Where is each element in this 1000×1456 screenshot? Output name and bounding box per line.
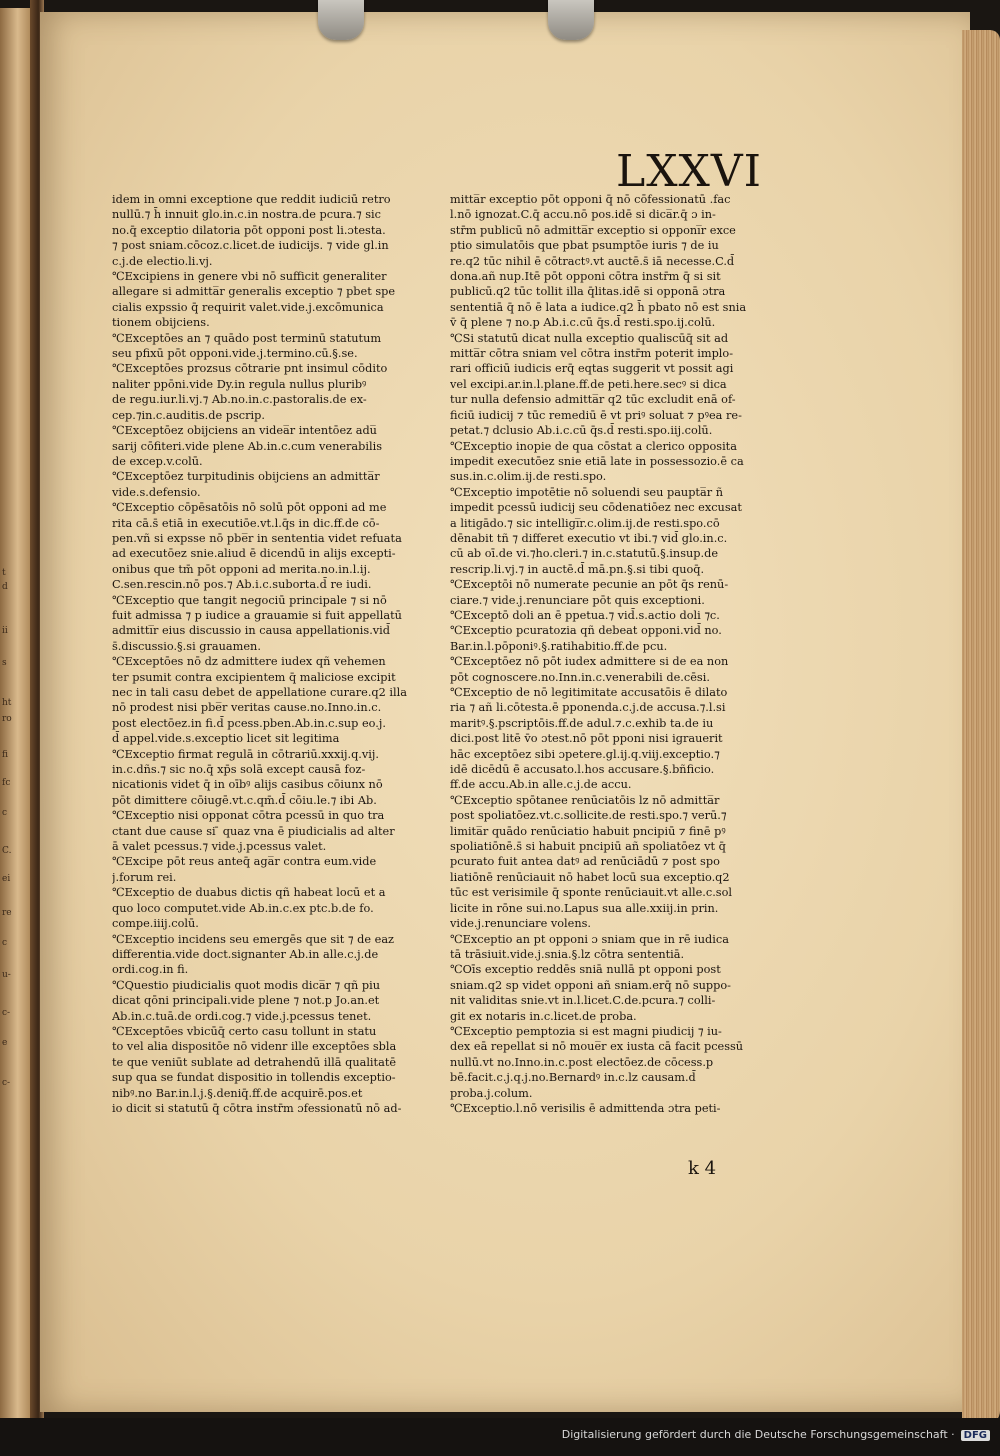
left-page-fragment: u-: [2, 970, 11, 980]
text-line: ℃Exceptio incidens seu emergēs que sit ⁊ de eaz: [112, 932, 395, 946]
text-line: sarij cōfiteri.vide plene Ab.in.c.cum venerabilis: [112, 439, 383, 453]
text-line: limita̅r quādo renūciatio habuit pncipiū ⁊ finē pꝰ: [450, 824, 726, 838]
text-line: ℃Exceptō doli an ē ppetua.⁊ vid̄.s.actio doli ⁊c.: [450, 608, 720, 622]
text-line: sniam.q2 sp videt opponi añ sniam.erq̄ nō suppo-: [450, 978, 731, 992]
text-line: idē dicēdū ē̄ accusato.l.hos accusare.§.bñficio.: [450, 763, 715, 777]
text-line: git ex notaris in.c.licet.de proba.: [450, 1009, 637, 1023]
text-line: mitta̅r cōtra sniam vel cōtra instr̄m poterit implo-: [450, 347, 734, 361]
text-line: Ab.in.c.tuā.de ordi.cog.⁊ vide.j.pcessus tenet.: [112, 1009, 372, 1023]
left-page-fragment: ii: [2, 626, 8, 636]
text-line: ℃Exceptio spōtanee renūciatōis lz nō admitta̅r: [450, 793, 720, 807]
text-line: l.nō ignozat.C.q̄ accu.nō pos.idē si dica̅r.q̄ ɔ in-: [450, 208, 716, 222]
text-line: ℃Exceptōes nō dz admittere iudex qñ vehemen: [112, 655, 386, 669]
text-line: j.forum rei.: [112, 870, 177, 884]
text-line: dona.añ nup.Itē pōt opponi cōtra instr̄m q̄ si sit: [450, 270, 721, 284]
text-line: ff.de accu.Ab.in alle.c.j.de accu.: [450, 778, 632, 792]
text-line: idem in omni exceptione que reddit iudiciū retro: [112, 193, 391, 206]
text-line: dici.post litē v̄o ɔtest.nō pōt pponi nisi igrauerit: [450, 732, 723, 746]
text-line: ℃Exceptio an pt opponi ɔ sniam que in rē iudica: [450, 932, 729, 946]
left-page-fragment: C.: [2, 846, 12, 856]
text-line: v̄ q̄ plene ⁊ no.p Ab.i.c.cū q̄s.d̄ resti.spo.ij.colū.: [450, 316, 716, 330]
left-page-fragment: ro: [2, 714, 12, 724]
text-line: ℃Exceptio cōpēsatōis nō solū pōt opponi ad me: [112, 501, 387, 515]
text-line: post electōez.in fi.d̄ pcess.pben.Ab.in.c.sup eo.j.: [112, 716, 386, 730]
text-line: ℃Exceptōez turpitudinis obijciens an admitta̅r: [112, 470, 380, 484]
text-line: ℃Exceptōes vbicūq̄ certo casu tollunt in statu: [112, 1024, 377, 1038]
text-line: seu pfixū pōt opponi.vide.j.termino.cū.§.se.: [112, 347, 358, 361]
text-line: quo loco computet.vide Ab.in.c.ex ptc.b.de fo.: [112, 901, 374, 915]
text-line: vide.j.renunciare volens.: [450, 917, 592, 931]
text-line: ctant due cause si ̄ quaz vna ē piudicialis ad alter: [112, 824, 395, 838]
text-line: post spoliatōez.vt.c.sollicite.de resti.spo.⁊ verū.⁊: [450, 809, 727, 823]
text-line: publicū.q2 tūc tollit illa q̄litas.idē si opponā ɔtra: [450, 285, 726, 299]
text-line: admitti̅r eius discussio in causa appellationis.vid̄: [112, 624, 391, 638]
text-line: nō prodest nisi pbe̅r veritas cause.no.Inno.in.c.: [112, 701, 382, 715]
text-line: ℃Exceptio inopie de qua cōstat a clerico opposita: [450, 439, 737, 453]
text-line: ā valet pcessus.⁊ vide.j.pcessus valet.: [112, 840, 327, 854]
text-line: pen.vñ si expsse nō pbe̅r in sententia videt refuata: [112, 531, 402, 545]
text-line: rita cā.s̄ etiā in executiōe.vt.l.q̄s in dic.ff.de cō-: [112, 516, 380, 530]
text-line: pcurato fuit antea datꝰ ad renūciādū ⁊ post spo: [450, 855, 720, 869]
text-line: cū ab oī.de vi.⁊ho.cleri.⁊ in.c.statutū.§.insup.de: [450, 547, 719, 561]
text-line: nibꝰ.no Bar.in.l.j.§.deniq̄.ff.de acquirē.pos.et: [112, 1086, 363, 1100]
signature-mark: k 4: [688, 1158, 717, 1179]
text-line: pōt dimittere cōiugē.vt.c.qm̄.d̄ cōiu.le.⁊ ibi Ab.: [112, 793, 377, 807]
text-line: nullū.vt no.Inno.in.c.post electōez.de cōcess.p: [450, 1055, 714, 1069]
text-line: ℃Exceptio pcuratozia qñ debeat opponi.vid̄ no.: [450, 624, 722, 638]
text-line: ter psumit contra excipientem q̄ maliciose excipit: [112, 670, 396, 684]
text-line: licite in rōne sui.no.Lapus sua alle.xxiij.in prin.: [450, 901, 719, 915]
text-line: de regu.iur.li.vj.⁊ Ab.no.in.c.pastoralis.de ex-: [112, 393, 367, 407]
text-line: onibus que tm̄ pōt opponi ad merita.no.in.l.ij.: [112, 562, 371, 576]
text-line: petat.⁊ dclusio Ab.i.c.cū q̄s.d̄ resti.spo.iij.colū.: [450, 424, 713, 438]
text-line: ℃Exceptio que tangit negociū principale ⁊ si nō: [112, 593, 387, 607]
text-line: in.c.dñs.⁊ sic no.q̄ xp̄s solā except causā foz-: [112, 763, 366, 777]
text-line: ℃Questio piudicialis quot modis dica̅r ⁊ qñ piu: [112, 978, 380, 992]
text-column-right: [450, 192, 762, 1116]
text-line: ℃Exceptio de duabus dictis qñ habeat locū et a: [112, 886, 386, 900]
left-page-fragment: ei: [2, 874, 11, 884]
text-line: ℃Si statutū dicat nulla exceptio qualiscūq̄ sit ad: [450, 331, 729, 345]
text-line: sup qua se fundat dispositio in tollendis exceptio-: [112, 1071, 396, 1085]
text-line: ℃Exceptio pemptozia si est magni piudicij ⁊ iu-: [450, 1024, 722, 1038]
left-page-fragment: s: [2, 658, 7, 668]
text-line: tur nulla defensio admitta̅r q2 tūc excludit enā of-: [450, 393, 736, 407]
left-page-fragment: t: [2, 568, 6, 578]
text-line: ℃Exceptio firmat regulā in cōtrariū.xxxij.q.vij.: [112, 747, 379, 761]
dfg-logo: DFG: [961, 1430, 990, 1441]
text-line: a litigādo.⁊ sic intelligi̅r.c.olim.ij.de resti.spo.cō: [450, 516, 720, 530]
text-line: c.j.de electio.li.vj.: [112, 254, 213, 268]
text-line: ℃Exceptio impotētie nō soluendi seu paupta̅r ñ: [450, 485, 723, 499]
text-line: ptio simulatōis que pbat psumptōe iuris ⁊ de iu: [450, 239, 719, 253]
text-line: no.q̄ exceptio dilatoria pōt opponi post li.ɔtesta.: [112, 223, 386, 237]
text-line: liatiōnē renūciauit nō habet locū sua exceptio.q2: [450, 870, 730, 884]
text-line: differentia.vide doct.signanter Ab.in alle.c.j.de: [112, 947, 379, 961]
text-line: dēnabit tñ ⁊ differet executio vt ibi.⁊ vid̄ glo.in.c.: [450, 531, 728, 545]
text-line: ad executōez snie.aliud ē dicendū in alijs excepti-: [112, 547, 396, 561]
text-line: tionem obijciens.: [112, 316, 210, 330]
text-column-left: [112, 192, 412, 1116]
book-clip-left: [318, 0, 364, 40]
text-line: ℃Exceptōes prozsus cōtrarie pnt insimul cōdito: [112, 362, 388, 376]
text-line: tūc est verisimile q̄ sponte renūciauit.vt alle.c.sol: [450, 886, 733, 900]
text-line: ℃Exceptōez nō pōt iudex admittere si de ea non: [450, 655, 729, 669]
text-line: vel excipi.ar.in.l.plane.ff.de peti.here.secꝰ si dica: [450, 377, 727, 391]
text-line: nicationis videt q̄ in oībꝰ alijs casibus cōiunx nō: [112, 778, 383, 792]
text-line: d̄ appel.vide.s.exceptio licet sit legitima: [112, 732, 340, 746]
text-line: sententiā q̄ nō ē lata a iudice.q2 h̄ pbato nō est snia: [450, 300, 747, 314]
book-clip-right: [548, 0, 594, 40]
left-page-fragment: c: [2, 938, 8, 948]
text-line: impedit executōez snie etiā late in possessozio.ē ca: [450, 454, 744, 468]
text-line: ℃Exceptio nisi opponat cōtra pcessū in quo tra: [112, 809, 385, 823]
text-line: ℃Exceptōi nō numerate pecunie an pōt q̄s renū-: [450, 578, 729, 592]
text-line: naliter ppōni.vide Dy.in regula nullus pluribꝰ: [112, 377, 367, 391]
text-line: dex eā repellat si nō moue̅r ex iusta cā facit pcessū: [450, 1040, 744, 1054]
text-line: compe.iiij.colū.: [112, 917, 199, 931]
text-line: ficiū iudicij ⁊ tūc remediū ē vt priꝰ soluat ⁊ pꝰea re-: [450, 408, 742, 422]
text-line: fuit admissa ⁊ p iudice a grauamie si fuit appellatū: [112, 608, 402, 622]
text-line: allegare si admitta̅r generalis exceptio ⁊ pbet spe: [112, 285, 396, 299]
left-page-fragment: d: [2, 582, 8, 592]
text-line: C.sen.rescin.nō pos.⁊ Ab.i.c.suborta.d̄ re iudi.: [112, 578, 372, 592]
text-line: nit validitas snie.vt in.l.licet.C.de.pcura.⁊ colli-: [450, 994, 716, 1008]
text-line: io dicit si statutū q̄ cōtra instr̄m ɔfessionatū nō ad-: [112, 1101, 402, 1115]
text-line: hāc exceptōez sibi ɔpetere.gl.ij.q.viij.exceptio.⁊: [450, 747, 720, 761]
text-line: sus.in.c.olim.ij.de resti.spo.: [450, 470, 607, 484]
left-page-fragment: fc: [2, 778, 11, 788]
text-line: ℃Exceptio de nō legitimitate accusatōis ē dilato: [450, 686, 728, 699]
text-line: vide.s.defensio.: [112, 485, 201, 499]
text-line: maritꝰ.§.pscriptōis.ff.de adul.⁊.c.exhib ta.de iu: [450, 716, 714, 730]
text-line: ℃Exceptio.l.nō verisilis ē admittenda ɔtra peti-: [450, 1101, 721, 1115]
text-line: re.q2 tūc nihil ē cōtractꝰ.vt auctē.s̄ iā necesse.C.d̄: [450, 254, 735, 268]
text-line: nullū.⁊ h̄ innuit glo.in.c.in nostra.de pcura.⁊ sic: [112, 208, 381, 222]
left-page-fragment: c-: [2, 1008, 11, 1018]
text-line: de excep.v.colū.: [112, 454, 203, 468]
text-line: ⁊ post sniam.cōcoz.c.licet.de iudicijs. ⁊ vide gl.in: [112, 239, 389, 253]
text-line: tā trāsiuit.vide.j.snia.§.lz cōtra sententiā.: [450, 947, 685, 961]
left-page-fragment: ht: [2, 698, 12, 708]
text-line: dicat qōni principali.vide plene ⁊ not.p Jo.an.et: [112, 994, 380, 1008]
text-line: ciare.⁊ vide.j.renunciare pōt quis exceptioni.: [450, 593, 705, 607]
text-line: ℃Exceptōez obijciens an videa̅r intentōez adu̅: [112, 424, 377, 438]
left-page-fragment: e: [2, 1038, 8, 1048]
text-line: te que veniūt sublate ad detrahendū illā qualitatē: [112, 1055, 397, 1069]
text-line: ℃Exceptōes an ⁊ quādo post terminū statutum: [112, 331, 382, 345]
text-line: pōt cognoscere.no.Inn.in.c.venerabili de.cēsi.: [450, 670, 710, 684]
text-line: ℃Excipiens in genere vbi nō sufficit generaliter: [112, 270, 387, 284]
text-line: Bar.in.l.pōponiꝰ.§.ratihabitio.ff.de pcu.: [450, 639, 668, 653]
text-line: rari officiū iudicis erq̄ eqtas suggerit vt possit agi: [450, 362, 734, 376]
left-page-fragment: re: [2, 908, 12, 918]
page-fore-edge: [962, 30, 1000, 1425]
text-line: spoliatiōnē.s̄ si habuit pncipiū añ spoliatōez vt q̄: [450, 840, 726, 854]
text-line: impedit pcessū iudicij seu cōdenatiōez nec excusat: [450, 501, 742, 515]
text-line: ℃Oīs exceptio reddēs sniā nullā pt opponi post: [450, 963, 721, 977]
left-page-edge: [0, 8, 32, 1418]
text-line: mitta̅r exceptio pōt opponi q̄ nō cōfessionatū .fac: [450, 193, 731, 206]
left-page-fragment: fi: [2, 750, 9, 760]
digitization-footer: [0, 1428, 990, 1441]
text-line: ordi.cog.in fi.: [112, 963, 189, 977]
text-line: s̄.discussio.§.si grauamen.: [112, 639, 261, 653]
text-line: cep.⁊in.c.auditis.de pscrip.: [112, 408, 265, 422]
text-line: nec in tali casu debet de appellatione curare.q2 illa: [112, 686, 407, 699]
text-line: to vel alia dispositōe nō videnr ille exceptōes sbla: [112, 1040, 397, 1054]
text-line: proba.j.colum.: [450, 1086, 533, 1100]
text-line: cialis expssio q̄ requirit valet.vide.j.excōmunica: [112, 300, 384, 314]
left-page-fragment: c: [2, 808, 8, 818]
text-line: rescrip.li.vj.⁊ in auctē.d̄ mā.pn.§.si tibi quoq̄.: [450, 562, 705, 576]
text-line: str̄m publicū nō admitta̅r exceptio si opponi̅r exce: [450, 223, 736, 237]
text-line: ℃Excipe pōt reus anteq̄ aga̅r contra eum.vide: [112, 855, 377, 869]
text-line: ria ⁊ añ li.cōtesta.ē pponenda.c.j.de accusa.⁊.l.si: [450, 701, 726, 715]
folio-number: LXXVI: [616, 146, 763, 197]
left-page-fragment: c-: [2, 1078, 11, 1088]
footer-text: Digitalisierung gefördert durch die Deutsche Forschungsgemeinschaft ·: [561, 1428, 955, 1441]
text-line: bē.facit.c.j.q.j.no.Bernardꝰ in.c.lz causam.d̄: [450, 1071, 696, 1085]
